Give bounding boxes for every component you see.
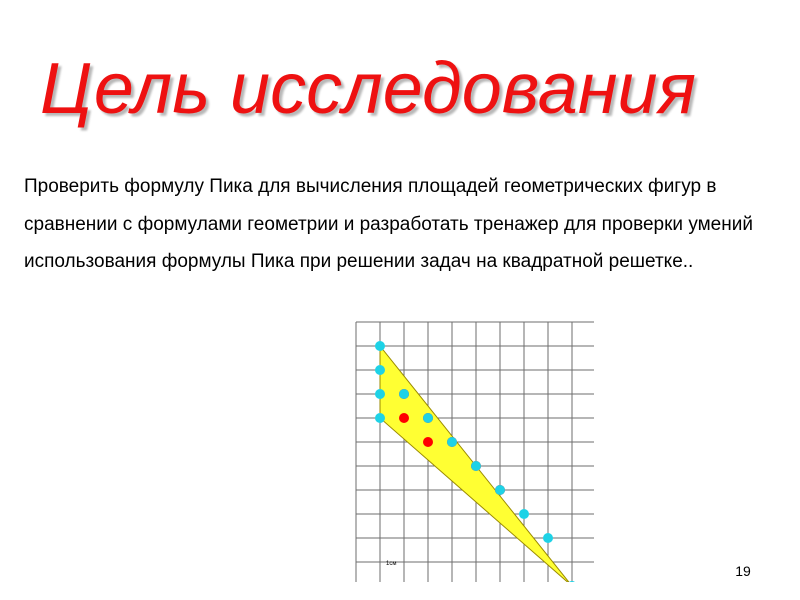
slide-body-text: Проверить формулу Пика для вычисления площадей геометрических фигур в сравнении с формулами геометрии и разработать тренажер для проверки умений использования формулы Пика при решении задач на квадратной решетке.. <box>24 176 753 272</box>
pick-grid-svg <box>354 320 594 582</box>
boundary-node <box>447 437 457 447</box>
page-number: 19 <box>735 563 751 579</box>
boundary-node <box>375 365 385 375</box>
scale-label: 1см <box>386 561 397 567</box>
boundary-node <box>399 389 409 399</box>
boundary-node <box>519 509 529 519</box>
boundary-node <box>375 389 385 399</box>
boundary-node <box>471 461 481 471</box>
slide-title: Цель исследования <box>40 49 696 129</box>
boundary-node <box>375 341 385 351</box>
boundary-node <box>375 413 385 423</box>
interior-node <box>423 437 433 447</box>
boundary-node <box>423 413 433 423</box>
boundary-node <box>495 485 505 495</box>
boundary-node <box>543 533 553 543</box>
interior-node <box>399 413 409 423</box>
pick-grid-figure <box>354 320 594 582</box>
